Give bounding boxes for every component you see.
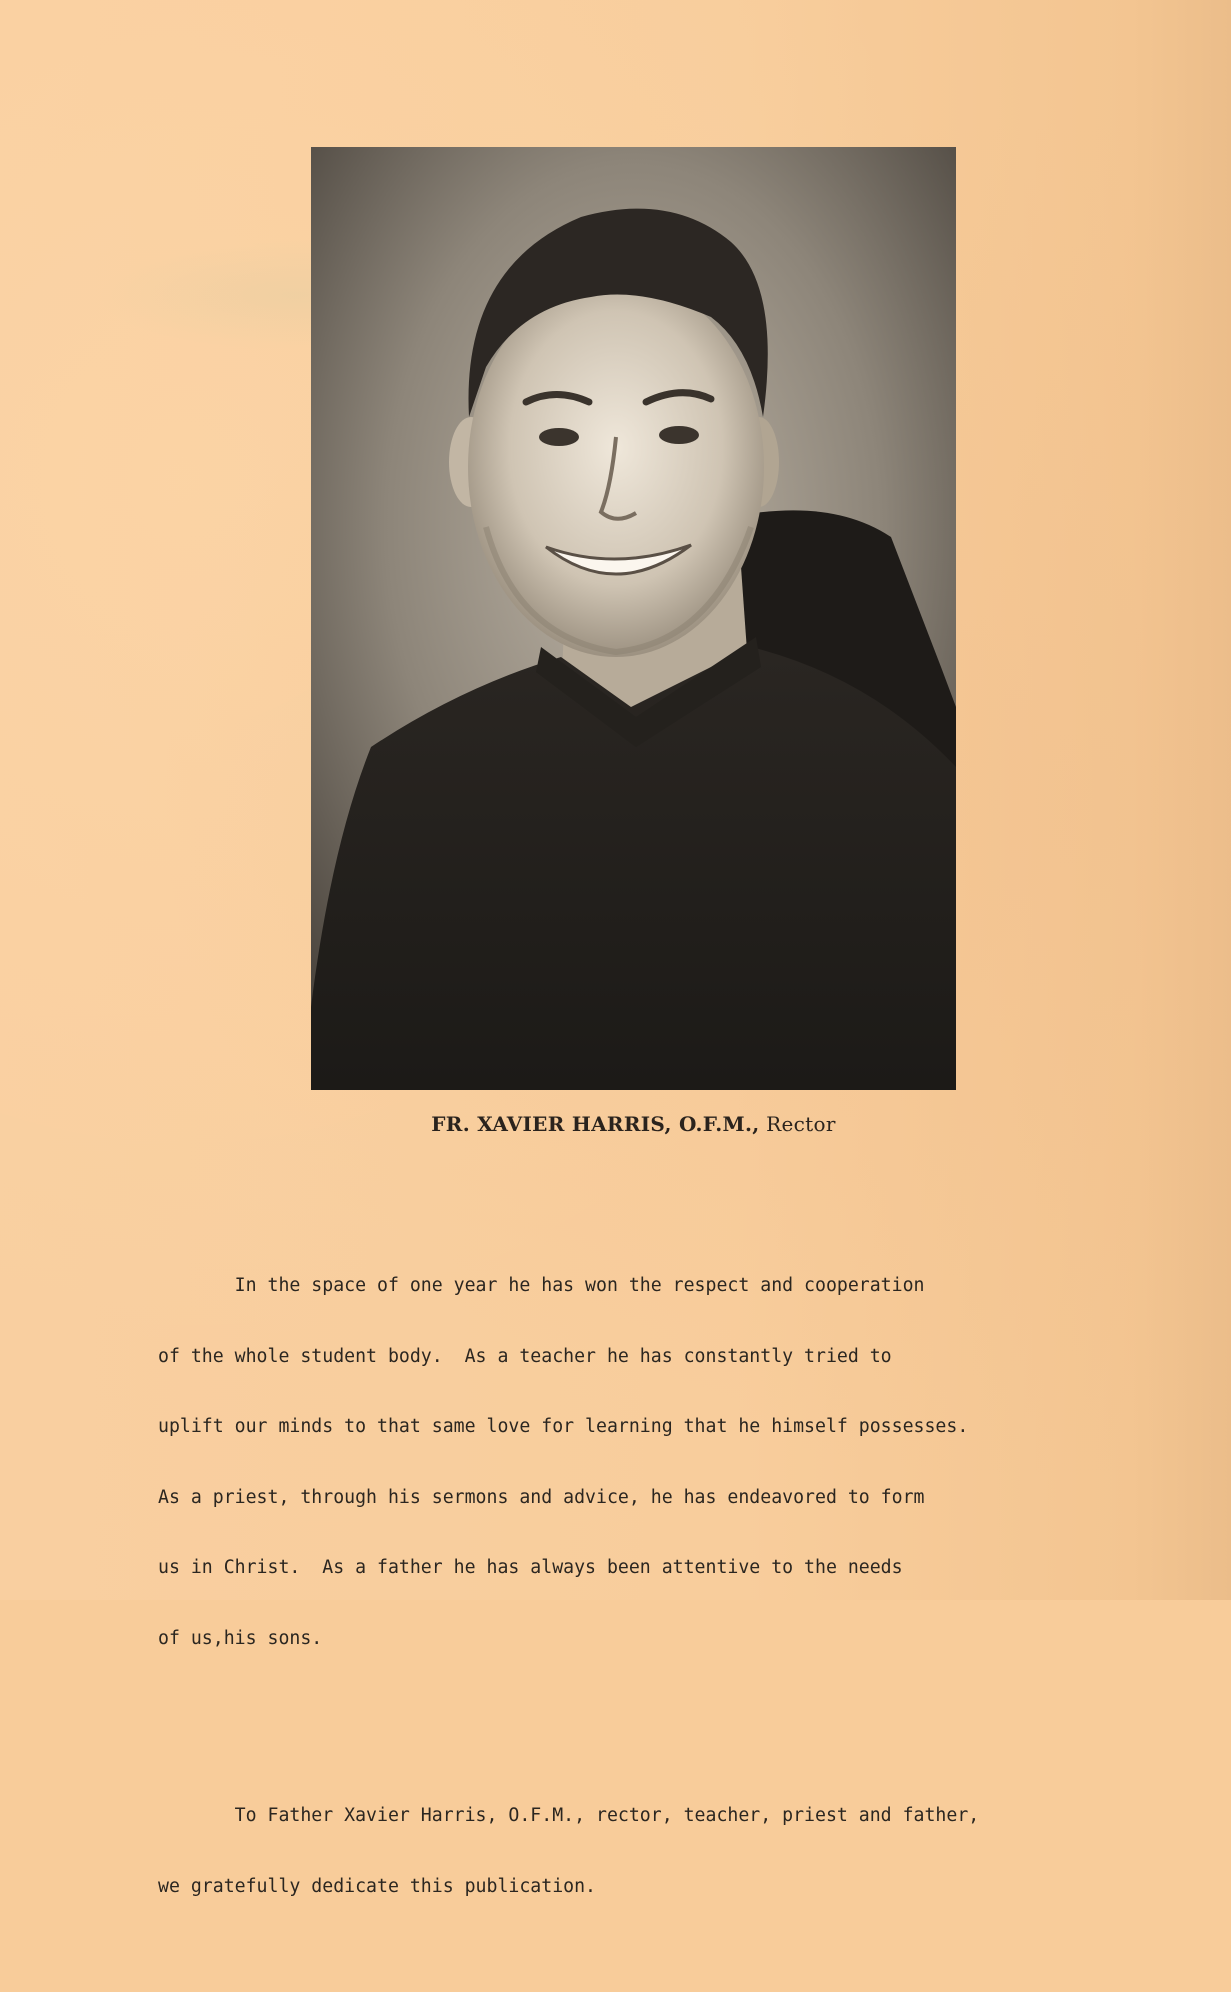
paragraph-1 (158, 1227, 1158, 1697)
text-line: us in Christ. As a father he has always been attentive to the needs (158, 1557, 903, 1578)
text-line: we gratefully dedicate this publication. (158, 1875, 596, 1897)
portrait-photo (311, 147, 956, 1090)
text-line: uplift our minds to that same love for learning that he himself possesses. (158, 1416, 969, 1437)
paragraph-2 (158, 1757, 1158, 1945)
portrait-illustration (311, 147, 956, 1090)
dedication-text (158, 1180, 1158, 1992)
text-line: of the whole student body. As a teacher he has constantly tried to (158, 1345, 892, 1367)
caption-name: FR. XAVIER HARRIS, O.F.M., (431, 1112, 760, 1136)
caption-role: Rector (766, 1112, 836, 1136)
text-line: In the space of one year he has won the respect and cooperation (158, 1275, 925, 1296)
text-line: As a priest, through his sermons and advice, he has endeavored to form (158, 1486, 925, 1508)
photo-caption (311, 1112, 956, 1136)
text-line: To Father Xavier Harris, O.F.M., rector, teacher, priest and father, (158, 1805, 980, 1826)
text-line: of us,his sons. (158, 1627, 323, 1649)
